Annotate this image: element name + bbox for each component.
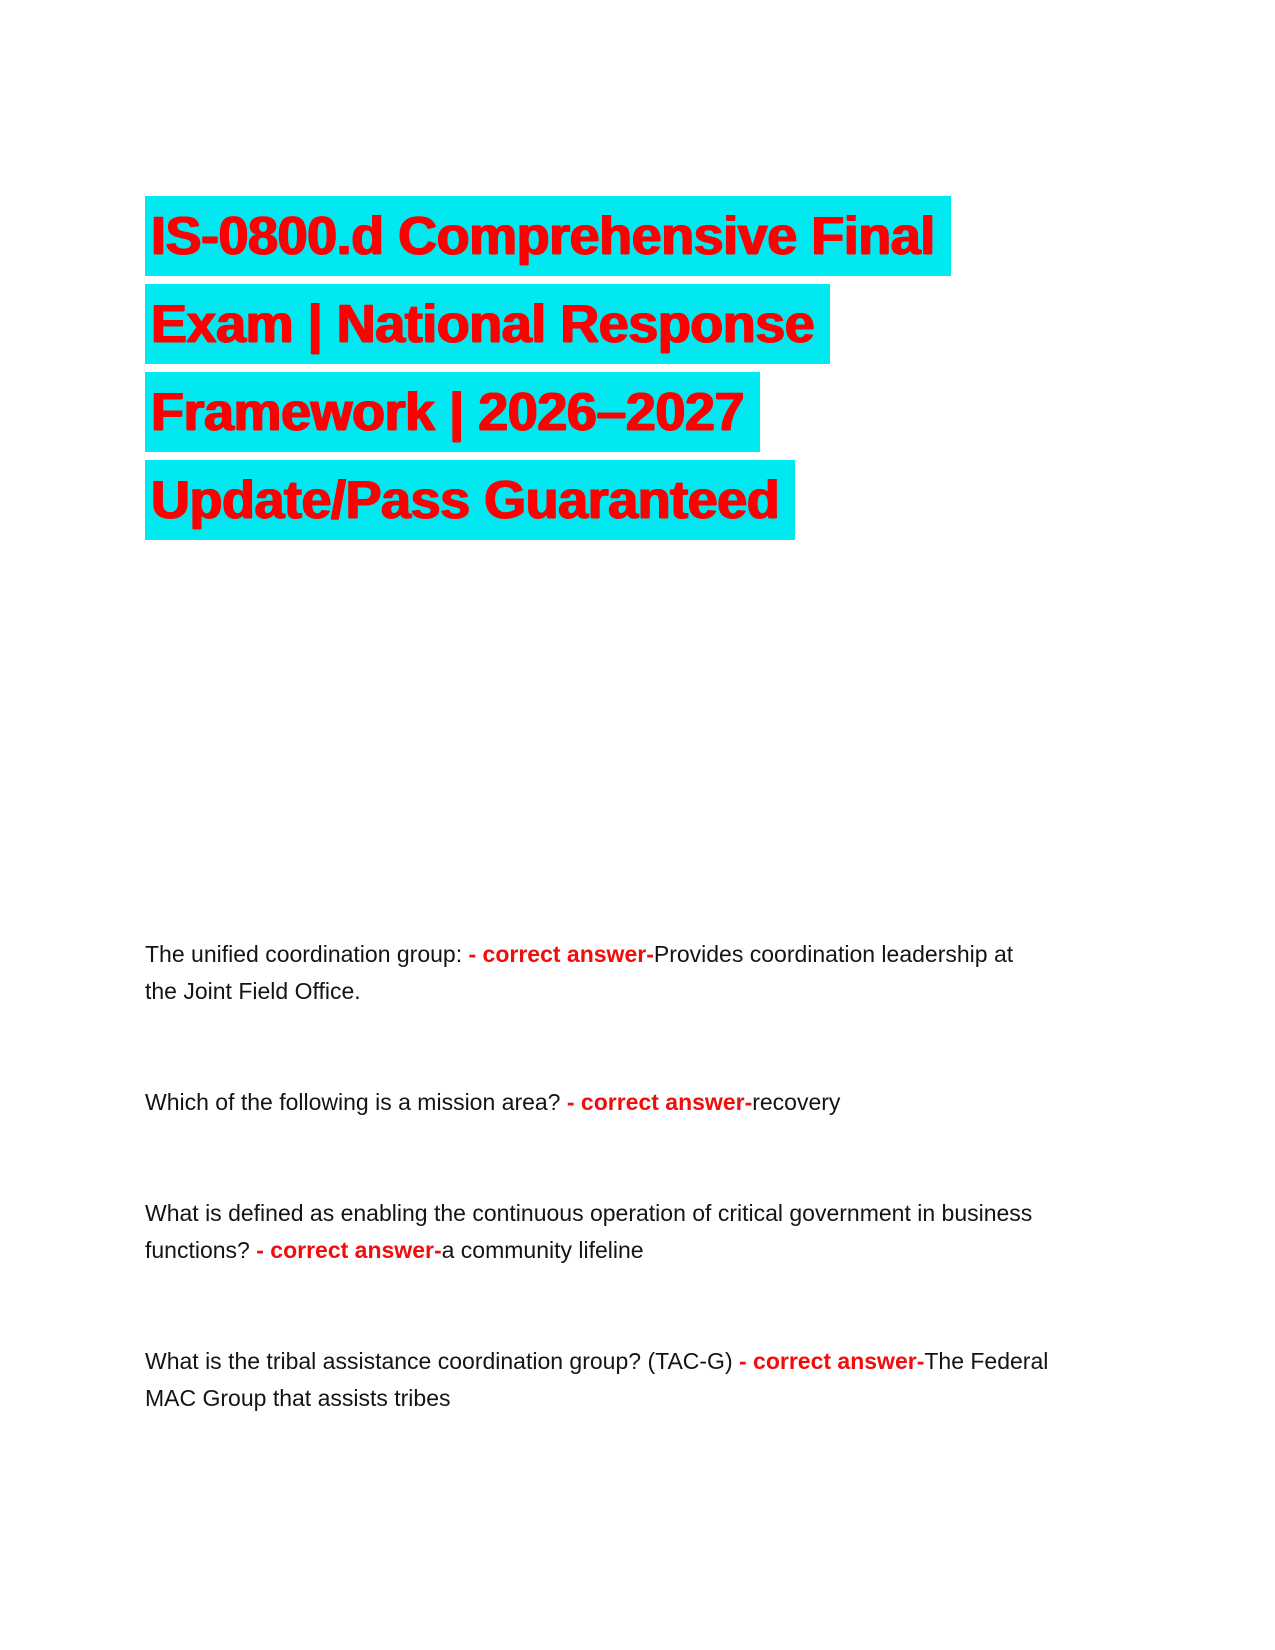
correct-answer-marker: - correct answer-	[256, 1237, 442, 1263]
question-text: What is the tribal assistance coordination group? (TAC-G)	[145, 1348, 733, 1374]
correct-answer-marker: - correct answer-	[566, 1089, 753, 1115]
qa-item-4	[145, 1343, 1050, 1417]
correct-answer-marker: - correct answer-	[739, 1348, 925, 1374]
title-line-4: Update/Pass Guaranteed	[145, 460, 795, 540]
question-text: Which of the following is a mission area?	[145, 1089, 561, 1115]
answer-text: recovery	[752, 1089, 841, 1115]
title-line-2: Exam | National Response	[145, 284, 830, 364]
qa-item-2	[145, 1084, 1050, 1121]
answer-text: The Federal MAC Group that assists tribes	[145, 1348, 1049, 1411]
question-text: The unified coordination group:	[145, 941, 463, 967]
qa-item-1	[145, 936, 1050, 1010]
qa-section	[145, 936, 1050, 1417]
answer-text: a community lifeline	[441, 1237, 644, 1263]
answer-text: Provides coordination leadership at the Joint Field Office.	[145, 941, 1014, 1004]
title-line-1: IS-0800.d Comprehensive Final	[145, 196, 951, 276]
correct-answer-marker: - correct answer-	[468, 941, 654, 967]
question-text: What is defined as enabling the continuous operation of critical government in business functions?	[145, 1200, 1033, 1263]
title-line-3: Framework | 2026–2027	[145, 372, 760, 452]
qa-item-3	[145, 1195, 1050, 1269]
document-title	[145, 196, 951, 548]
